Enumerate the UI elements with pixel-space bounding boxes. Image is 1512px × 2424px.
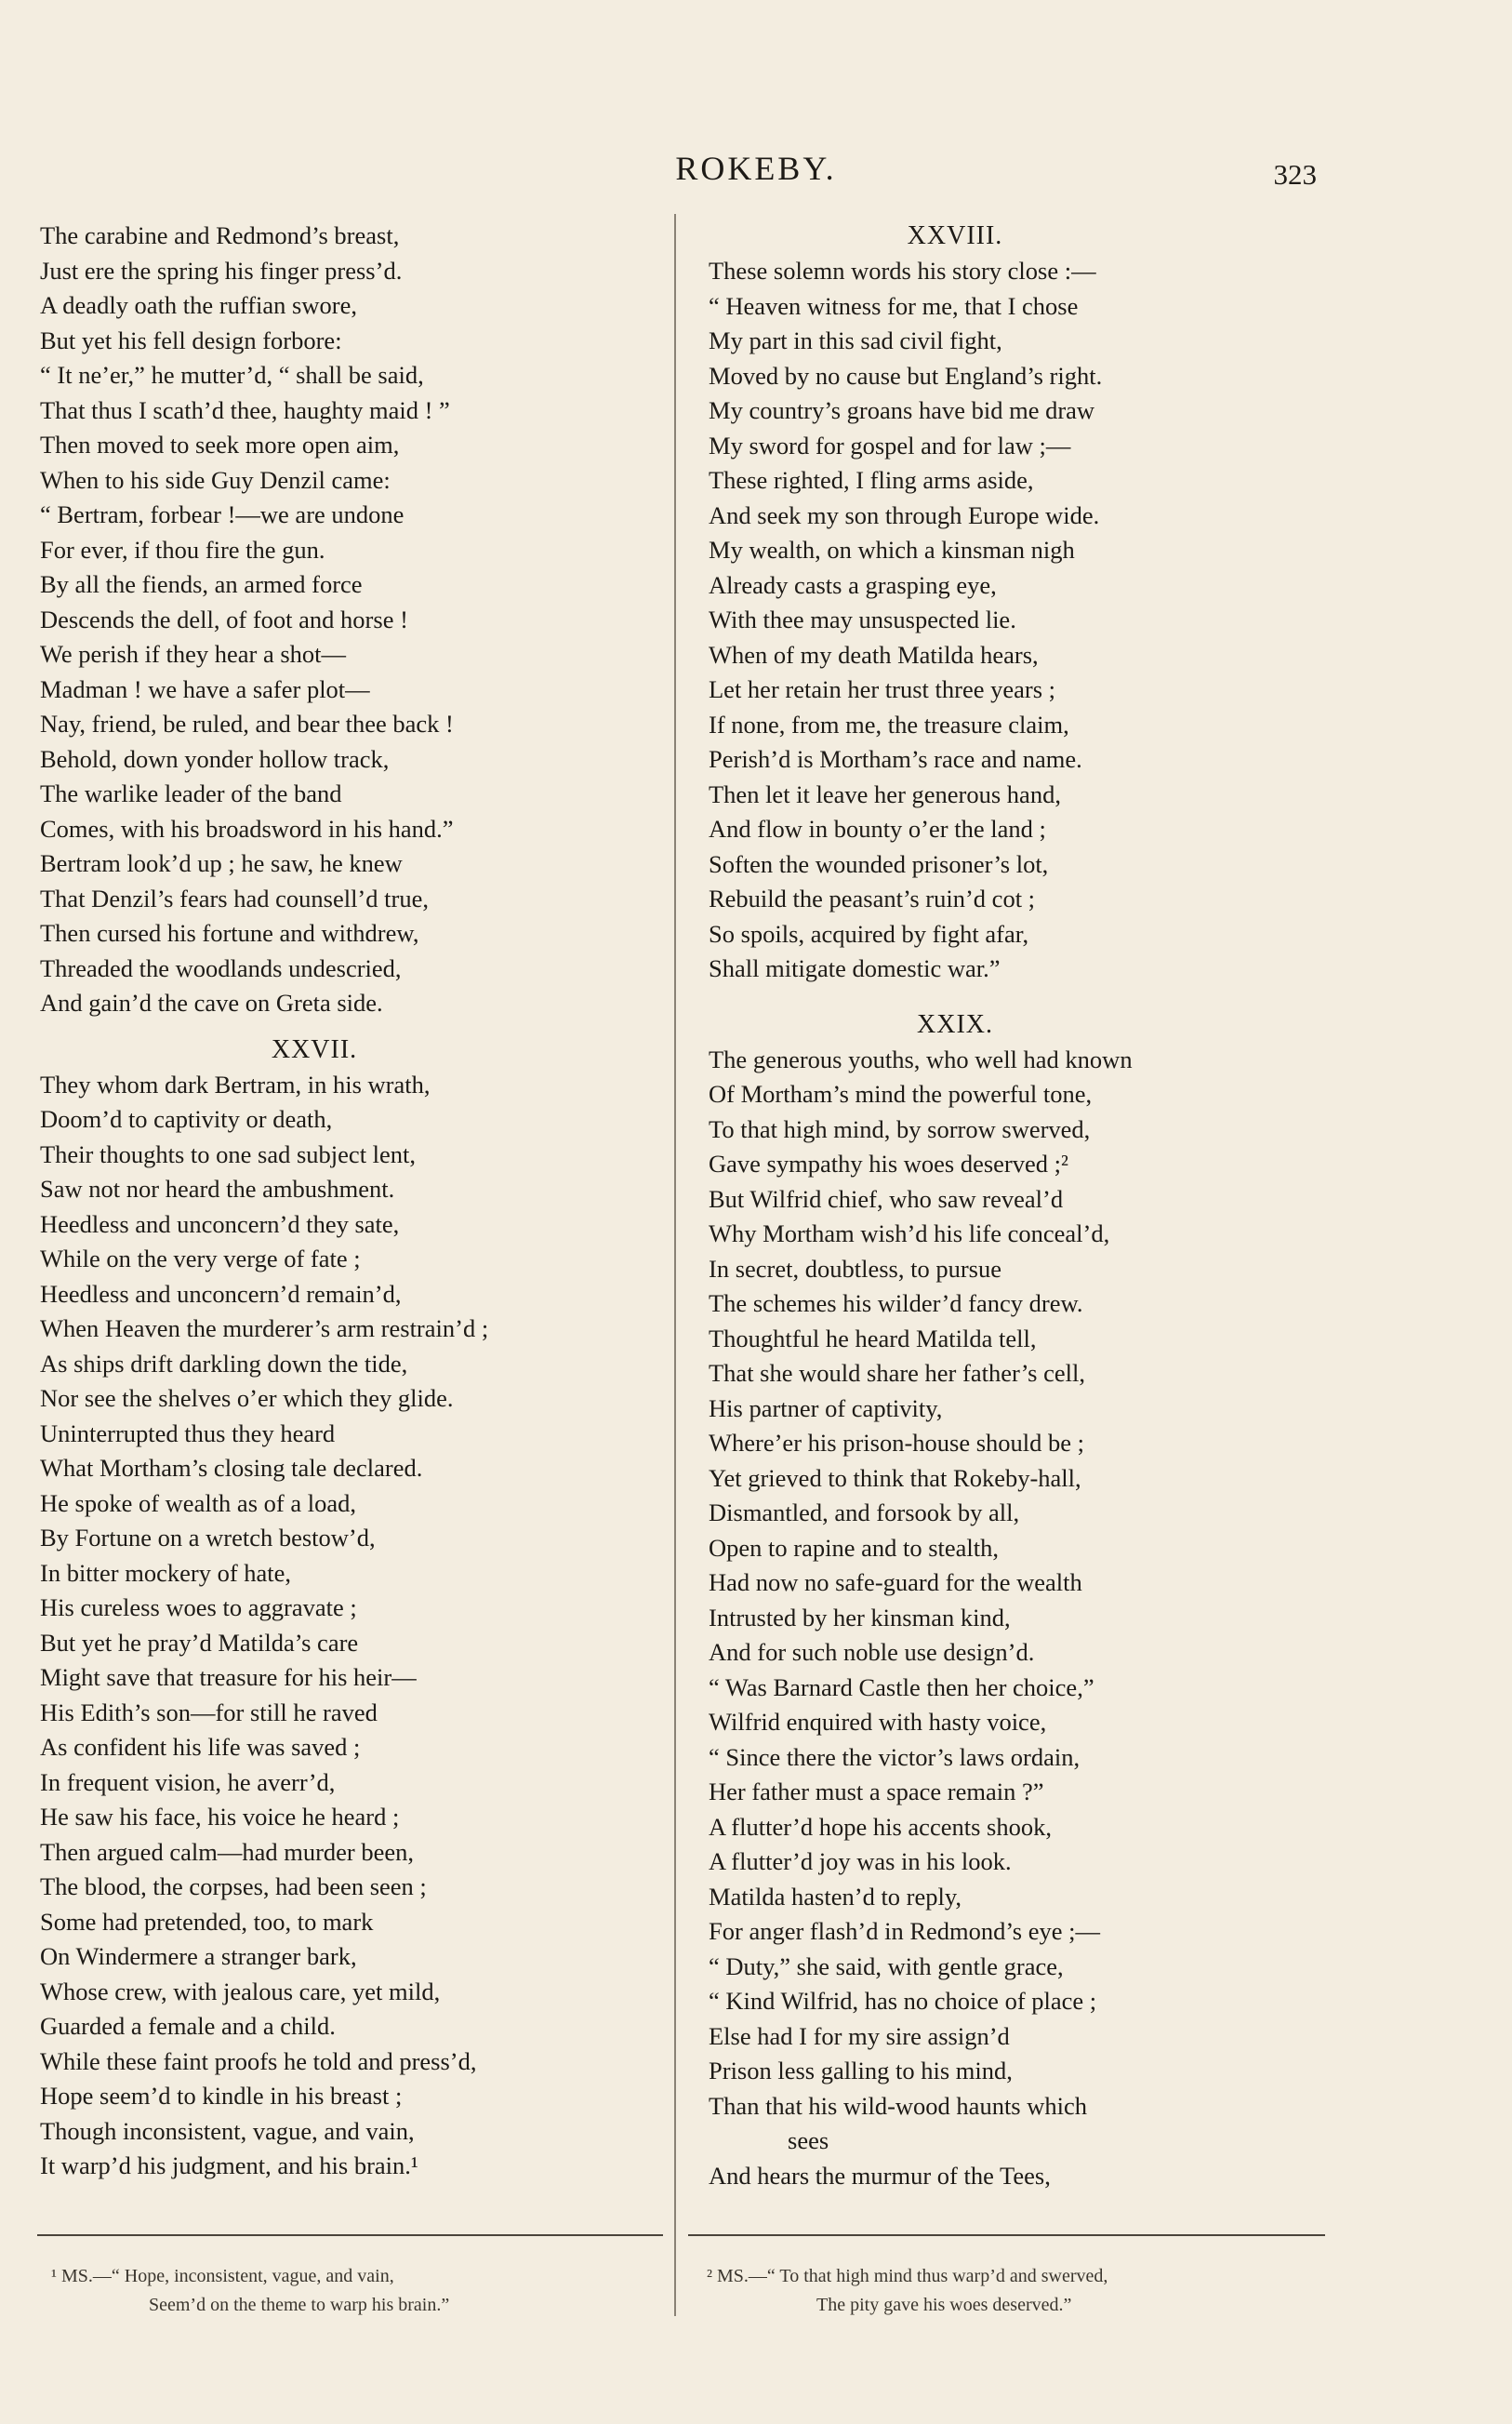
poem-line: My sword for gospel and for law ;— xyxy=(709,431,1071,459)
poem-line: Descends the dell, of foot and horse ! xyxy=(40,605,408,633)
poem-line: These solemn words his story close :— xyxy=(709,257,1096,285)
poem-line: Where’er his prison-house should be ; xyxy=(709,1429,1085,1457)
column-divider xyxy=(674,214,676,2316)
poem-line: Guarded a female and a child. xyxy=(40,2012,336,2040)
poem-line: Uninterrupted thus they heard xyxy=(40,1418,336,1447)
footnote-2 xyxy=(707,2262,1107,2320)
poem-line: Intrusted by her kinsman kind, xyxy=(709,1603,1011,1632)
stanza-xxvi-continued xyxy=(40,219,654,1021)
poem-line: Saw not nor heard the ambushment. xyxy=(40,1175,395,1203)
poem-line: When to his side Guy Denzil came: xyxy=(40,465,391,494)
poem-line: “ Was Barnard Castle then her choice,” xyxy=(709,1672,1094,1701)
poem-line: Let her retain her trust three years ; xyxy=(709,675,1056,703)
poem-line: The warlike leader of the band xyxy=(40,779,342,807)
poem-line: That Denzil’s fears had counsell’d true, xyxy=(40,884,429,912)
poem-line: And for such noble use design’d. xyxy=(709,1638,1035,1666)
poem-line: Soften the wounded prisoner’s lot, xyxy=(709,849,1049,878)
poem-line: Else had I for my sire assign’d xyxy=(709,2021,1010,2050)
right-column xyxy=(709,219,1341,2193)
poem-line: The generous youths, who well had known xyxy=(709,1045,1133,1073)
poem-line: Then argued calm—had murder been, xyxy=(40,1837,415,1866)
page-number: 323 xyxy=(1273,158,1317,191)
poem-line: Of Mortham’s mind the powerful tone, xyxy=(709,1080,1093,1108)
poem-line: In bitter mockery of hate, xyxy=(40,1558,292,1587)
poem-line: Perish’d is Mortham’s race and name. xyxy=(709,745,1082,773)
poem-line: Thoughtful he heard Matilda tell, xyxy=(709,1324,1037,1352)
poem-line: Matilda hasten’d to reply, xyxy=(709,1882,962,1911)
section-heading-xxvii: XXVII. xyxy=(271,1034,358,1064)
section-heading-xxviii: XXVIII. xyxy=(907,221,1003,250)
poem-line: With thee may unsuspected lie. xyxy=(709,606,1016,633)
poem-line: “ Bertram, forbear !—we are undone xyxy=(40,500,405,528)
poem-line: A deadly oath the ruffian swore, xyxy=(40,291,357,319)
poem-line: Dismantled, and forsook by all, xyxy=(709,1498,1020,1526)
poem-line: “ It ne’er,” he mutter’d, “ shall be said, xyxy=(40,361,424,389)
poem-line: But yet he pray’d Matilda’s care xyxy=(40,1628,359,1657)
poem-line: “ Since there the victor’s laws ordain, xyxy=(709,1742,1081,1771)
poem-line: As confident his life was saved ; xyxy=(40,1733,361,1761)
poem-line: “ Heaven witness for me, that I chose xyxy=(709,291,1079,320)
poem-line: Moved by no cause but England’s right. xyxy=(709,361,1103,390)
poem-line: Bertram look’d up ; he saw, he knew xyxy=(40,849,403,877)
poem-line: And seek my son through Europe wide. xyxy=(709,500,1100,529)
footnote-2-line-1: ² MS.—“ To that high mind thus warp’d and swerved, xyxy=(707,2266,1108,2286)
poem-line: It warp’d his judgment, and his brain.¹ xyxy=(40,2151,418,2179)
poem-line: That thus I scath’d thee, haughty maid ! ” xyxy=(40,395,450,424)
poem-line: His Edith’s son—for still he raved xyxy=(40,1698,378,1726)
poem-line: When of my death Matilda hears, xyxy=(709,640,1039,669)
poem-line: Behold, down yonder hollow track, xyxy=(40,744,390,773)
poem-line: Shall mitigate domestic war.” xyxy=(709,954,1001,982)
poem-line: But Wilfrid chief, who saw reveal’d xyxy=(709,1184,1064,1213)
poem-line: My wealth, on which a kinsman nigh xyxy=(709,536,1075,564)
footnote-rule-left xyxy=(37,2234,663,2236)
poem-line: Had now no safe-guard for the wealth xyxy=(709,1568,1082,1596)
poem-line: Some had pretended, too, to mark xyxy=(40,1907,374,1936)
poem-line: That she would share her father’s cell, xyxy=(709,1359,1085,1387)
poem-line: What Mortham’s closing tale declared. xyxy=(40,1454,423,1482)
poem-line: If none, from me, the treasure claim, xyxy=(709,710,1069,739)
poem-line: So spoils, acquired by fight afar, xyxy=(709,919,1029,948)
running-title: ROKEBY. xyxy=(675,150,837,187)
poem-line: Her father must a space remain ?” xyxy=(709,1778,1044,1805)
section-heading-xxix: XXIX. xyxy=(917,1009,993,1039)
poem-line: Why Mortham wish’d his life conceal’d, xyxy=(709,1219,1110,1247)
poem-line: Yet grieved to think that Rokeby-hall, xyxy=(709,1463,1081,1492)
poem-line: In secret, doubtless, to pursue xyxy=(709,1254,1001,1283)
poem-line: Prison less galling to his mind, xyxy=(709,2057,1013,2084)
poem-line: A flutter’d hope his accents shook, xyxy=(709,1812,1052,1841)
poem-line: My country’s groans have bid me draw xyxy=(709,396,1095,424)
poem-line: When Heaven the murderer’s arm restrain’d ; xyxy=(40,1314,489,1342)
poem-line: He spoke of wealth as of a load, xyxy=(40,1488,356,1517)
poem-line: As ships drift darkling down the tide, xyxy=(40,1349,408,1378)
poem-line: Than that his wild-wood haunts which xyxy=(709,2091,1088,2120)
poem-line: Gave sympathy his woes deserved ;² xyxy=(709,1150,1068,1178)
poem-line: In frequent vision, he averr’d, xyxy=(40,1767,336,1796)
poem-line: Whose crew, with jealous care, yet mild, xyxy=(40,1977,441,2005)
poem-line: He saw his face, his voice he heard ; xyxy=(40,1803,400,1831)
poem-line: By Fortune on a wretch bestow’d, xyxy=(40,1524,376,1552)
left-column xyxy=(40,219,654,2184)
poem-line: His cureless woes to aggravate ; xyxy=(40,1593,357,1621)
footnote-2-line-2: The pity gave his woes deserved.” xyxy=(816,2295,1072,2315)
poem-line: Then cursed his fortune and withdrew, xyxy=(40,919,419,947)
poem-line: Wilfrid enquired with hasty voice, xyxy=(709,1708,1047,1736)
poem-line: Heedless and unconcern’d remain’d, xyxy=(40,1279,402,1308)
poem-line: We perish if they hear a shot— xyxy=(40,640,347,668)
poem-line: To that high mind, by sorrow swerved, xyxy=(709,1114,1091,1143)
poem-line-continuation: sees xyxy=(788,2126,829,2154)
poem-line: The schemes his wilder’d fancy drew. xyxy=(709,1289,1083,1317)
poem-line: The blood, the corpses, had been seen ; xyxy=(40,1872,427,1900)
poem-line: Then moved to seek more open aim, xyxy=(40,431,400,459)
poem-line: Threaded the woodlands undescried, xyxy=(40,953,402,982)
poem-line: Though inconsistent, vague, and vain, xyxy=(40,2116,415,2145)
poem-line: These righted, I fling arms aside, xyxy=(709,466,1034,494)
stanza-xxvii xyxy=(40,1068,654,2184)
poem-line: A flutter’d joy was in his look. xyxy=(709,1847,1012,1875)
poem-line: For anger flash’d in Redmond’s eye ;— xyxy=(709,1917,1100,1945)
poem-line: Heedless and unconcern’d they sate, xyxy=(40,1209,400,1238)
footnote-1 xyxy=(51,2262,449,2320)
poem-line: By all the fiends, an armed force xyxy=(40,570,363,598)
poem-line: Might save that treasure for his heir— xyxy=(40,1663,417,1691)
stanza-xxix xyxy=(709,1043,1341,2124)
poem-line: Nor see the shelves o’er which they glide. xyxy=(40,1384,454,1412)
poem-line: Comes, with his broadsword in his hand.” xyxy=(40,814,454,843)
poem-line: And gain’d the cave on Greta side. xyxy=(40,989,383,1017)
poem-line: The carabine and Redmond’s breast, xyxy=(40,221,400,249)
poem-line: Their thoughts to one sad subject lent, xyxy=(40,1139,417,1168)
poem-line: His partner of captivity, xyxy=(709,1393,943,1422)
poem-line: Nay, friend, be ruled, and bear thee back ! xyxy=(40,710,454,738)
poem-line: Already casts a grasping eye, xyxy=(709,570,997,599)
poem-line-last: And hears the murmur of the Tees, xyxy=(709,2161,1051,2190)
poem-line: Hope seem’d to kindle in his breast ; xyxy=(40,2082,403,2110)
footnote-1-line-2: Seem’d on the theme to warp his brain.” xyxy=(149,2295,450,2315)
poem-line: My part in this sad civil fight, xyxy=(709,326,1002,354)
footnote-1-line-1: ¹ MS.—“ Hope, inconsistent, vague, and vain, xyxy=(51,2266,394,2286)
poem-line: Doom’d to captivity or death, xyxy=(40,1105,333,1133)
poem-line: On Windermere a stranger bark, xyxy=(40,1942,357,1970)
poem-line: “ Kind Wilfrid, has no choice of place ; xyxy=(709,1987,1097,2015)
poem-line: Rebuild the peasant’s ruin’d cot ; xyxy=(709,885,1036,912)
poem-line: They whom dark Bertram, in his wrath, xyxy=(40,1070,431,1099)
poem-line: While these faint proofs he told and press’d, xyxy=(40,2046,477,2075)
footnote-rule-right xyxy=(688,2234,1325,2236)
poem-line: And flow in bounty o’er the land ; xyxy=(709,815,1046,843)
poem-line: Madman ! we have a safer plot— xyxy=(40,674,370,703)
poem-line: Open to rapine and to stealth, xyxy=(709,1533,1000,1562)
poem-line: But yet his fell design forbore: xyxy=(40,326,342,354)
poem-line: Just ere the spring his finger press’d. xyxy=(40,256,403,285)
poem-line: “ Duty,” she said, with gentle grace, xyxy=(709,1951,1064,1980)
stanza-xxviii xyxy=(709,254,1341,987)
poem-line: While on the very verge of fate ; xyxy=(40,1245,361,1272)
poem-line: Then let it leave her generous hand, xyxy=(709,779,1061,808)
poem-line: For ever, if thou fire the gun. xyxy=(40,535,325,564)
